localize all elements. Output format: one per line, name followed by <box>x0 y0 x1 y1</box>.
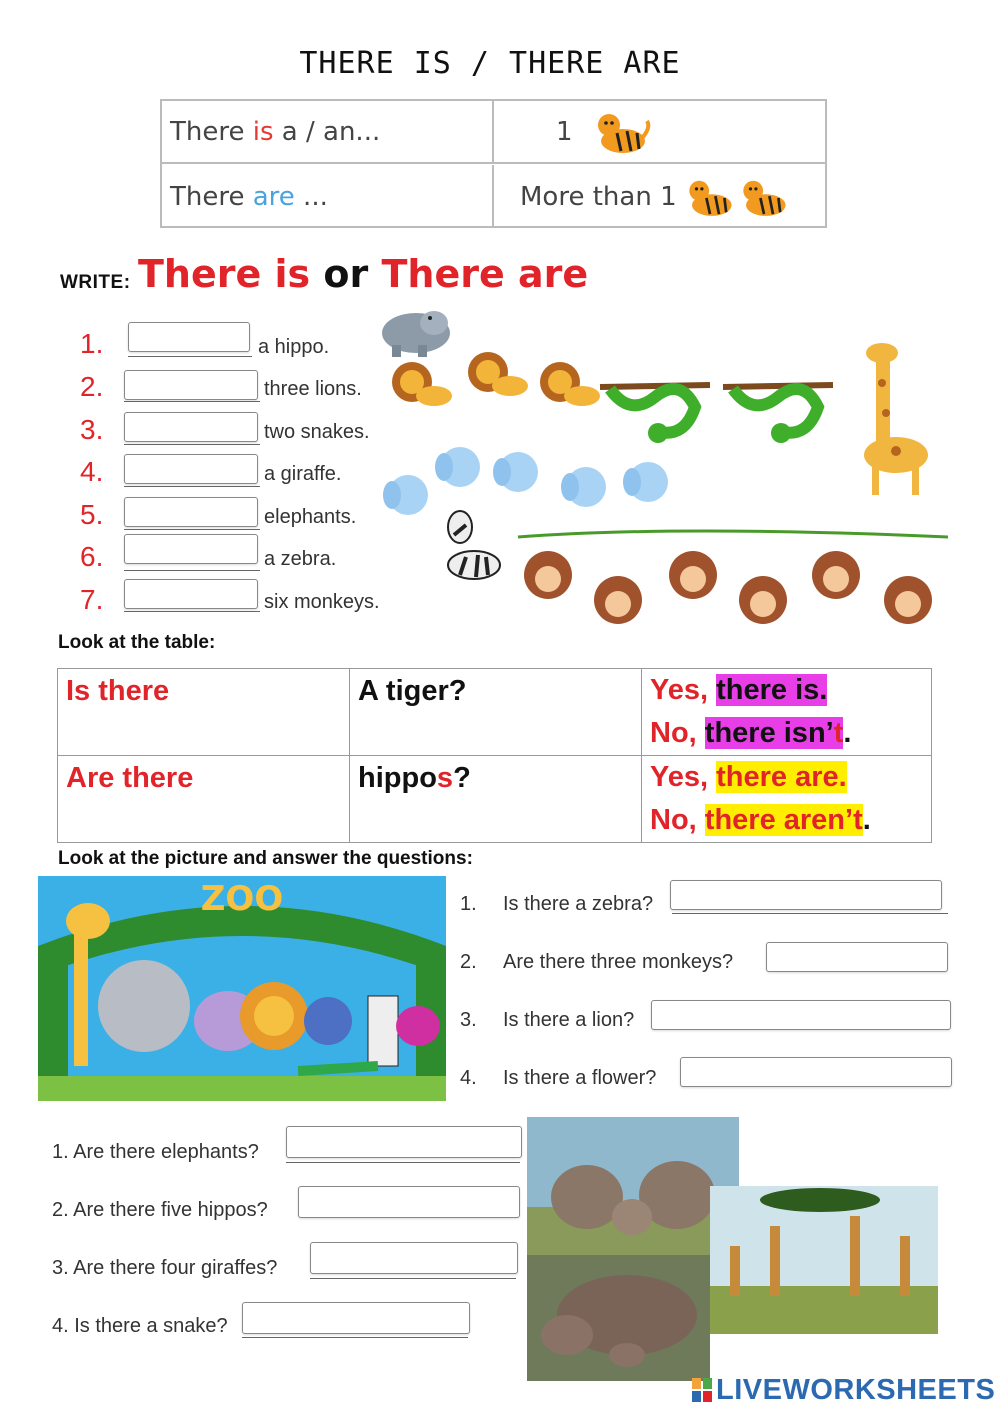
rule-table <box>160 99 827 228</box>
write-heading: There is or There are <box>138 252 589 296</box>
item-number: 5. <box>80 499 104 530</box>
monkey-icon <box>739 576 787 624</box>
answer-input-5[interactable] <box>124 497 258 527</box>
lion-icon <box>392 362 452 406</box>
monkey-icon <box>812 551 860 599</box>
item-number: 6. <box>80 541 104 572</box>
answer-input-6[interactable] <box>124 534 258 564</box>
item-text: a giraffe. <box>264 463 342 485</box>
grammar-question: Is there <box>58 669 350 755</box>
answer-underline <box>124 401 260 402</box>
giraffe-icon <box>864 343 928 495</box>
picture-label: Look at the picture and answer the questions: <box>58 848 473 869</box>
zoo-question-text: Are there three monkeys? <box>503 951 734 973</box>
item-number: 2. <box>80 371 104 402</box>
photo-answer-input-1[interactable] <box>286 1126 522 1158</box>
item-text: two snakes. <box>264 421 370 443</box>
photo-answer-input-4[interactable] <box>242 1302 470 1334</box>
photo-answer-input-2[interactable] <box>298 1186 520 1218</box>
tiger-icon <box>737 174 791 220</box>
rule-plural-text: There are ... <box>162 165 494 228</box>
zoo-answer-input-1[interactable] <box>670 880 942 910</box>
item-number: 4. <box>80 456 104 487</box>
item-number: 1. <box>80 328 104 359</box>
photo-answer-input-3[interactable] <box>310 1242 518 1274</box>
zebra-icon <box>448 511 500 579</box>
lion-icon <box>540 362 600 406</box>
grammar-row-singular <box>58 669 931 756</box>
item-number: 7. <box>80 584 104 615</box>
zoo-illustration <box>38 876 446 1101</box>
monkey-icon <box>524 551 572 599</box>
animal-illustrations <box>378 305 948 635</box>
grammar-noun: A tiger? <box>350 669 642 755</box>
giraffes-photo <box>710 1186 938 1334</box>
answer-underline <box>128 356 252 357</box>
item-text: a zebra. <box>264 548 337 570</box>
rule-row-plural <box>162 165 825 228</box>
snake-icon <box>600 385 710 443</box>
liveworksheets-logo-icon <box>692 1378 712 1402</box>
answer-input-1[interactable] <box>128 322 250 352</box>
hippos-photo <box>527 1255 710 1381</box>
tiger-icon <box>591 107 651 157</box>
item-text: six monkeys. <box>264 591 380 613</box>
item-text: a hippo. <box>258 336 330 358</box>
zoo-question-text: Is there a flower? <box>503 1067 657 1089</box>
answer-input-7[interactable] <box>124 579 258 609</box>
zoo-answer-input-3[interactable] <box>651 1000 951 1030</box>
tiger-icon <box>683 174 737 220</box>
answer-input-2[interactable] <box>124 370 258 400</box>
answer-underline <box>124 444 260 445</box>
hippo-icon <box>382 311 450 357</box>
rule-singular-text: There is a / an... <box>162 101 494 162</box>
zoo-question-text: Is there a zebra? <box>503 893 654 915</box>
snake-icon <box>723 385 833 443</box>
rule-row-singular <box>162 101 825 164</box>
monkey-icon <box>594 576 642 624</box>
zoo-answer-input-4[interactable] <box>680 1057 952 1087</box>
photo-question: 4. Is there a snake? <box>52 1315 228 1337</box>
answer-underline <box>286 1162 520 1163</box>
photo-question: 3. Are there four giraffes? <box>52 1257 278 1279</box>
grammar-row-plural <box>58 756 931 843</box>
elephants-photo <box>527 1117 739 1255</box>
brand-name: LIVEWORKSHEETS <box>716 1374 996 1406</box>
answer-underline <box>124 570 260 571</box>
elephant-icon <box>493 452 538 492</box>
photo-question: 2. Are there five hippos? <box>52 1199 268 1221</box>
page-title: THERE IS / THERE ARE <box>299 46 681 81</box>
elephant-icon <box>383 475 428 515</box>
zoo-question-num: 1. <box>460 893 477 915</box>
item-text: three lions. <box>264 378 362 400</box>
photo-question: 1. Are there elephants? <box>52 1141 259 1163</box>
zoo-sign: ZOO <box>200 879 284 919</box>
monkey-icon <box>669 551 717 599</box>
answer-underline <box>242 1337 468 1338</box>
elephant-icon <box>435 447 480 487</box>
grammar-question: Are there <box>58 756 350 843</box>
elephant-icon <box>623 462 668 502</box>
elephant-icon <box>561 467 606 507</box>
answer-underline <box>672 913 948 914</box>
item-text: elephants. <box>264 506 357 528</box>
grammar-noun: hippos? <box>350 756 642 843</box>
answer-input-3[interactable] <box>124 412 258 442</box>
grammar-answers: Yes, there is. No, there isn’t. <box>650 674 852 749</box>
zoo-question-num: 3. <box>460 1009 477 1031</box>
answer-underline <box>124 529 260 530</box>
rule-plural-count: More than 1 <box>496 165 826 228</box>
zoo-question-num: 2. <box>460 951 477 973</box>
monkey-icon <box>884 576 932 624</box>
answer-underline <box>124 611 260 612</box>
answer-underline <box>124 486 260 487</box>
zoo-question-num: 4. <box>460 1067 477 1089</box>
grammar-answers: Yes, there are. No, there aren’t. <box>650 761 871 836</box>
grammar-table <box>57 668 932 843</box>
zoo-question-text: Is there a lion? <box>503 1009 635 1031</box>
look-table-label: Look at the table: <box>58 632 216 653</box>
zoo-answer-input-2[interactable] <box>766 942 948 972</box>
lion-icon <box>468 352 528 396</box>
answer-underline <box>310 1278 516 1279</box>
write-label: WRITE: <box>60 272 131 293</box>
answer-input-4[interactable] <box>124 454 258 484</box>
rule-singular-count: 1 <box>496 101 826 162</box>
item-number: 3. <box>80 414 104 445</box>
